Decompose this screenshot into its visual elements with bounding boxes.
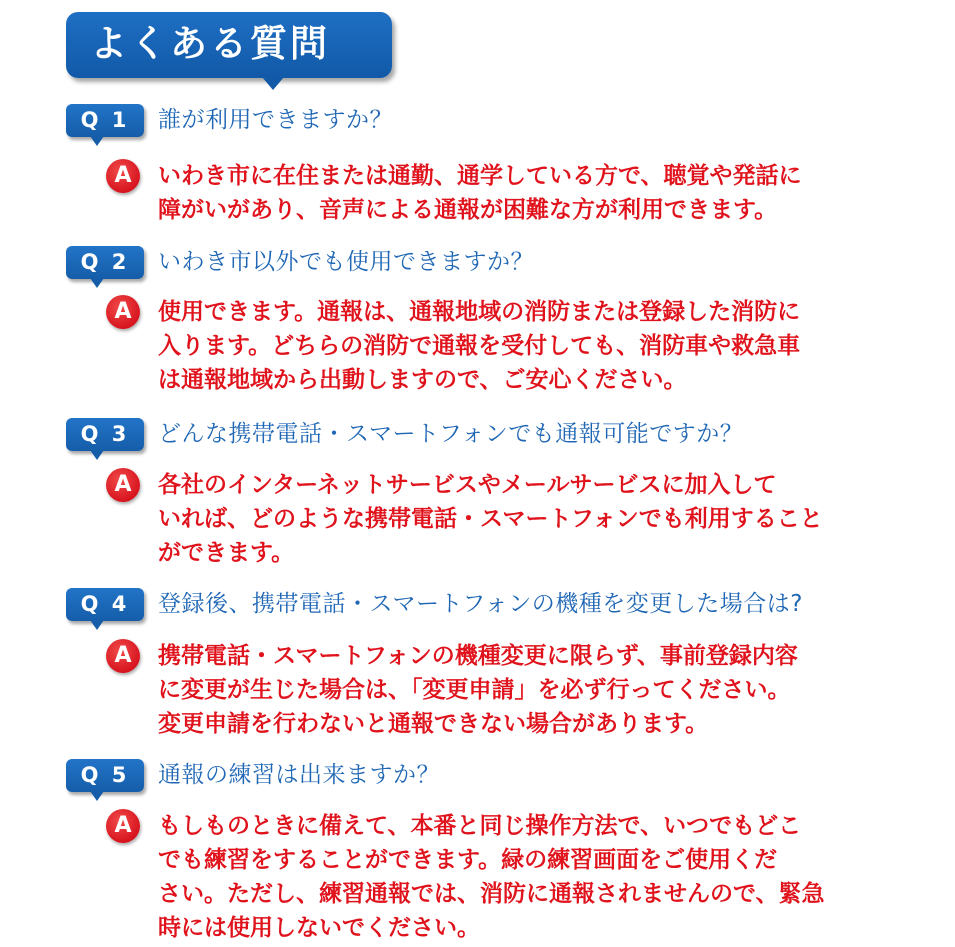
answer-icon: A — [106, 809, 140, 843]
question-badge — [66, 104, 144, 137]
badge-tail — [90, 620, 104, 630]
question-text: いわき市以外でも使用できますか？ — [158, 249, 534, 275]
answer-line: 変更申請を行わないと通報できない場合があります。 — [158, 711, 709, 737]
answer-icon: A — [106, 468, 140, 502]
question-number: Q 5 — [80, 763, 130, 787]
answer-text — [158, 809, 903, 945]
answer-line: 障がいがあり、音声による通報が困難な方が利用できます。 — [158, 197, 778, 223]
answer-icon: A — [106, 639, 140, 673]
answer-line: さい。ただし、練習通報では、消防に通報されませんので、緊急 — [158, 881, 825, 907]
title-banner-tail — [262, 77, 284, 90]
question-badge — [66, 588, 144, 621]
question-text: 誰が利用できますか？ — [158, 107, 393, 133]
page-title: よくある質問 — [90, 22, 330, 65]
answer-line: 入ります。どちらの消防で通報を受付しても、消防車や救急車 — [158, 333, 801, 359]
answer-line: 携帯電話・スマートフォンの機種変更に限らず、事前登録内容 — [158, 643, 798, 669]
question-number: Q 4 — [80, 592, 130, 616]
question-badge — [66, 246, 144, 279]
answer-line: いれば、どのような携帯電話・スマートフォンでも利用すること — [158, 506, 823, 532]
answer-line: は通報地域から出動しますので、ご安心ください。 — [158, 367, 687, 393]
answer-icon: A — [106, 295, 140, 329]
badge-tail — [90, 278, 104, 288]
answer-text — [158, 468, 903, 570]
question-text: どんな携帯電話・スマートフォンでも通報可能ですか？ — [158, 421, 744, 447]
question-number: Q 2 — [80, 250, 130, 274]
answer-text — [158, 295, 903, 397]
answer-line: 時には使用しないでください。 — [158, 915, 480, 941]
answer-line: 使用できます。通報は、通報地域の消防または登録した消防に — [158, 299, 801, 325]
answer-text — [158, 639, 903, 741]
question-number: Q 1 — [80, 108, 130, 132]
question-text: 登録後、携帯電話・スマートフォンの機種を変更した場合は? — [158, 591, 803, 617]
answer-line: 各社のインターネットサービスやメールサービスに加入して — [158, 472, 777, 498]
question-badge — [66, 418, 144, 451]
answer-line: もしものときに備えて、本番と同じ操作方法で、いつでもどこ — [158, 813, 802, 839]
answer-line: に変更が生じた場合は、「変更申請」を必ず行ってください。 — [158, 677, 791, 703]
question-text: 通報の練習は出来ますか？ — [158, 762, 440, 788]
badge-tail — [90, 136, 104, 146]
answer-line: いわき市に在住または通勤、通学している方で、聴覚や発話に — [158, 163, 802, 189]
answer-icon: A — [106, 159, 140, 193]
question-number: Q 3 — [80, 422, 130, 446]
badge-tail — [90, 450, 104, 460]
answer-text — [158, 159, 903, 227]
answer-line: でも練習をすることができます。緑の練習画面をご使用くだ — [158, 847, 778, 873]
faq-title-banner — [66, 12, 392, 78]
question-badge — [66, 759, 144, 792]
badge-tail — [90, 791, 104, 801]
answer-line: ができます。 — [158, 540, 295, 566]
